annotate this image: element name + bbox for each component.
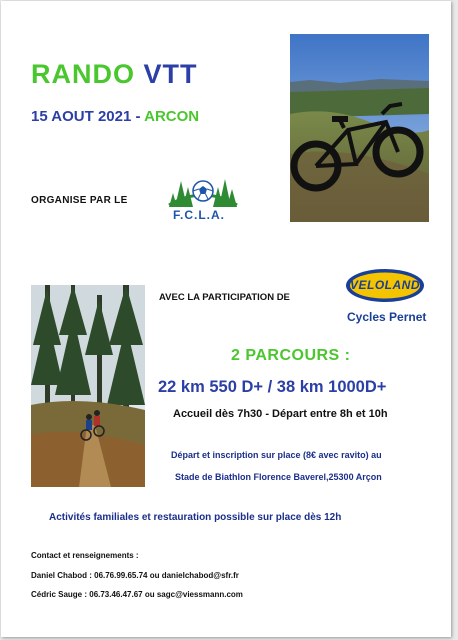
title-rando: RANDO xyxy=(31,59,135,89)
activities-text: Activités familiales et restauration possible sur place dès 12h xyxy=(49,512,342,523)
forest-bikers-photo xyxy=(31,285,145,487)
fcla-logo-text: F.C.L.A. xyxy=(173,208,225,222)
date-separator: - xyxy=(131,108,145,125)
contact-daniel: Daniel Chabod : 06.76.99.65.74 ou danielchabod@sfr.fr xyxy=(31,571,239,580)
contact-heading: Contact et renseignements : xyxy=(31,551,139,560)
date-location: ARCON xyxy=(144,108,200,125)
registration-text: Départ et inscription sur place (8€ avec ravito) au xyxy=(171,450,382,460)
cycles-pernet-label: Cycles Pernet xyxy=(347,310,427,324)
participation-label: AVEC LA PARTICIPATION DE xyxy=(159,292,290,303)
parcours-heading: 2 PARCOURS : xyxy=(231,347,351,364)
event-date xyxy=(31,108,199,125)
schedule-text: Accueil dès 7h30 - Départ entre 8h et 10h xyxy=(173,408,388,420)
venue-text: Stade de Biathlon Florence Baverel,25300 Arçon xyxy=(175,472,382,482)
poster-title xyxy=(31,59,198,90)
date-text: 15 AOUT 2021 xyxy=(31,108,132,125)
title-vtt: VTT xyxy=(143,59,198,89)
veloland-logo-text: VELOLAND xyxy=(350,278,420,292)
parcours-distances: 22 km 550 D+ / 38 km 1000D+ xyxy=(158,378,387,396)
fatbike-photo xyxy=(290,34,429,222)
contact-cedric: Cédric Sauge : 06.73.46.47.67 ou sagc@viessmann.com xyxy=(31,590,243,599)
poster-page xyxy=(1,1,451,637)
organised-by-label: ORGANISE PAR LE xyxy=(31,195,128,206)
veloland-logo xyxy=(345,268,425,303)
